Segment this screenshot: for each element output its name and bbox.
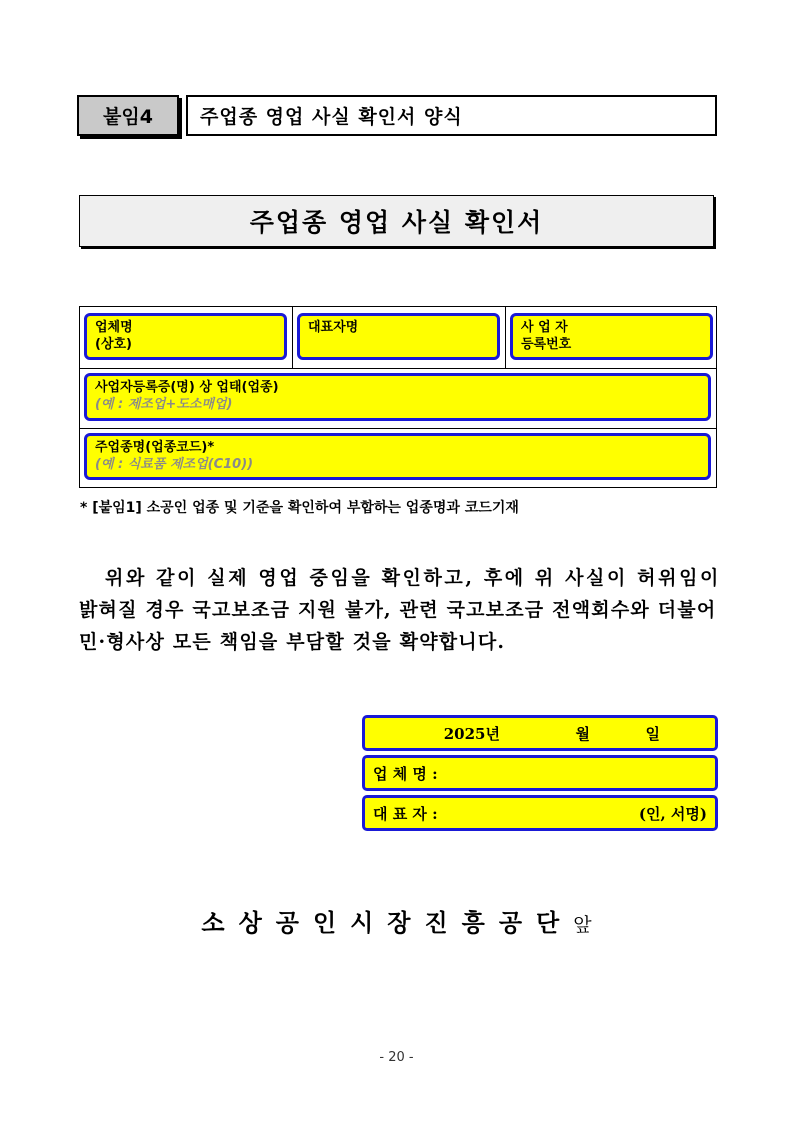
footnote: * [붙임1] 소공인 업종 및 기준을 확인하여 부합하는 업종명과 코드기재 [80, 500, 519, 516]
business-type-field[interactable] [84, 373, 711, 421]
recipient-line [0, 903, 793, 938]
signature-representative-field[interactable] [362, 795, 718, 831]
pledge-line: 민·형사상 모든 책임을 부담할 것을 확약합니다. [79, 631, 506, 653]
main-industry-example: (예 : 식료품 제조업(C10)) [95, 457, 254, 472]
business-type-label: 사업자등록증(명) 상 업태(업종) [95, 380, 279, 395]
company-name-field[interactable] [84, 313, 287, 360]
signature-rep-label: 대 표 자 : [373, 804, 438, 823]
main-industry-field[interactable] [84, 433, 711, 480]
pledge-line: 밝혀질 경우 국고보조금 지원 불가, 관련 국고보조금 전액회수와 더불어 [79, 599, 717, 621]
recipient-name: 소상공인시장진흥공단 [201, 908, 574, 937]
signature-year: 2025년 [443, 724, 500, 743]
representative-field[interactable] [297, 313, 500, 360]
representative-label: 대표자명 [308, 320, 359, 335]
table-divider [292, 307, 293, 368]
company-name-sublabel: (상호) [95, 337, 132, 352]
info-form-table [79, 306, 717, 488]
signature-company-field[interactable] [362, 755, 718, 791]
signature-seal: (인, 서명) [638, 804, 707, 823]
signature-month: 월 [575, 724, 590, 743]
main-industry-label: 주업종명(업종코드)* [95, 440, 215, 455]
document-title: 주업종 영업 사실 확인서 [79, 195, 714, 247]
page-number: - 20 - [379, 1050, 414, 1065]
table-divider [505, 307, 506, 368]
company-name-label: 업체명 [95, 320, 133, 335]
pledge-paragraph [79, 562, 721, 658]
business-reg-no-field[interactable] [510, 313, 713, 360]
business-type-example: (예 : 제조업+도소매업) [95, 397, 233, 412]
recipient-suffix: 앞 [573, 914, 592, 936]
attachment-label: 붙임4 [77, 95, 179, 136]
signature-day: 일 [645, 724, 660, 743]
signature-date-field[interactable] [362, 715, 718, 751]
table-divider [80, 368, 716, 369]
attachment-title: 주업종 영업 사실 확인서 양식 [186, 95, 717, 136]
business-reg-no-sublabel: 등록번호 [521, 337, 572, 352]
business-reg-no-label: 사 업 자 [521, 320, 568, 335]
table-divider [80, 428, 716, 429]
signature-company-label: 업 체 명 : [373, 764, 438, 783]
pledge-line: 위와 같이 실제 영업 중임을 확인하고, 후에 위 사실이 허위임이 [105, 567, 721, 589]
